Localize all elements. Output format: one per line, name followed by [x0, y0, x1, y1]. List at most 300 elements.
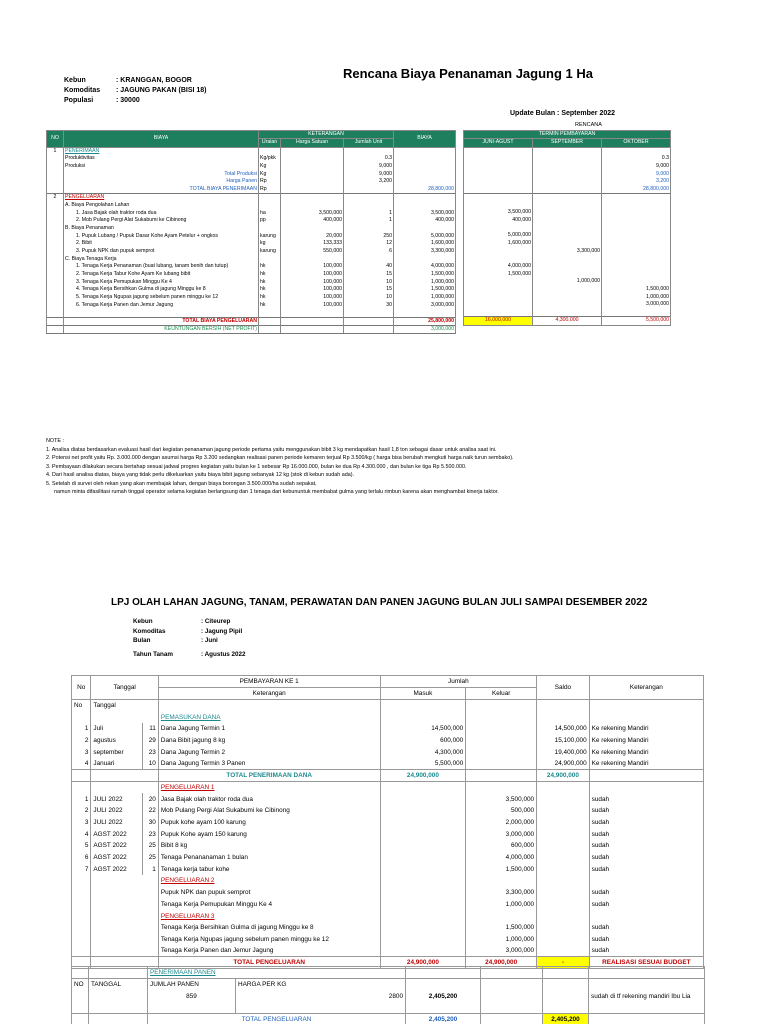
- total-termin-row: [464, 317, 671, 325]
- row-biaya: 1,500,000: [394, 271, 456, 279]
- pengeluaran-row: [72, 793, 704, 805]
- pengeluaran-row: [72, 887, 704, 899]
- row-desc: Produksi: [64, 163, 259, 171]
- cell: [537, 805, 590, 817]
- lpj-table: [71, 675, 704, 969]
- row-desc: 1. Tenaga Kerja Penanaman (buat lubang, tanam benih dan tutup): [64, 263, 259, 271]
- row-biaya: 3,300,000: [394, 248, 456, 256]
- cell: [91, 711, 158, 723]
- total-pengeluaran-saldo: -: [537, 957, 590, 969]
- pengeluaran3-label: PENGELUARAN 3: [158, 910, 380, 922]
- row-uraian: [259, 202, 281, 210]
- pemasukan-label: PEMASUKAN DANA: [158, 711, 380, 723]
- budget-row: [47, 271, 456, 279]
- h2-tanggal2: Tanggal: [91, 700, 158, 712]
- cell: [380, 899, 466, 911]
- termin-sept: [533, 209, 602, 217]
- cell: [589, 782, 703, 794]
- lpj-ket2: Ke rekening Mandiri: [589, 735, 703, 747]
- row-desc: 2. Bibit: [64, 240, 259, 248]
- budget-row: [47, 294, 456, 302]
- row-harga: 100,000: [281, 302, 344, 310]
- cell: [537, 945, 590, 957]
- termin-row: [464, 194, 671, 202]
- lpj-tgl: AGST 2022: [91, 863, 142, 875]
- lpj-keluar: 3,000,000: [466, 828, 537, 840]
- termin-sept: [533, 286, 602, 294]
- h2-pembayaran: PEMBAYARAN KE 1: [158, 676, 380, 688]
- row-biaya: 400,000: [394, 217, 456, 225]
- row-uraian: Rp: [259, 178, 281, 186]
- termin-okt: [602, 224, 671, 232]
- pengeluaran-row: [72, 805, 704, 817]
- row-harga: [281, 202, 344, 210]
- lpj-no: 2: [72, 805, 91, 817]
- termin-sept: 1,000,000: [533, 278, 602, 286]
- row-jumlah: 10: [344, 294, 394, 302]
- row-uraian: hk: [259, 279, 281, 287]
- komoditas-value: : JAGUNG PAKAN (BISI 18): [116, 87, 207, 94]
- termin-okt: [602, 194, 671, 202]
- lpj-tgl: AGST 2022: [91, 828, 142, 840]
- termin-okt: [602, 217, 671, 225]
- rencana-label: RENCANA: [575, 122, 602, 128]
- row-jumlah: 15: [344, 271, 394, 279]
- row-no: [47, 163, 64, 171]
- cell: [91, 887, 158, 899]
- cell: [380, 863, 466, 875]
- row-biaya: [394, 202, 456, 210]
- kebun2-label: Kebun: [133, 618, 153, 625]
- row-biaya: 28,800,000: [394, 186, 456, 194]
- cell: [380, 828, 466, 840]
- row-uraian: [259, 256, 281, 264]
- termin-juni: 5,000,000: [464, 232, 533, 240]
- lpj-saldo: 19,400,000: [537, 746, 590, 758]
- panen-no-hdr: NO: [72, 979, 89, 991]
- lpj-no: 5: [72, 840, 91, 852]
- row-biaya: [394, 178, 456, 186]
- row-uraian: hk: [259, 286, 281, 294]
- lpj-saldo: 14,500,000: [537, 723, 590, 735]
- row-desc: Total Produksi: [64, 171, 259, 179]
- kebun-value: : KRANGGAN, BOGOR: [116, 77, 192, 84]
- lpj-ket2: sudah: [589, 840, 703, 852]
- lpj-ket2: sudah: [589, 922, 703, 934]
- cell: [72, 922, 91, 934]
- tahun-value: : Agustus 2022: [201, 650, 246, 658]
- cell: [91, 910, 158, 922]
- row-desc: TOTAL BIAYA PENERIMAAN: [64, 186, 259, 194]
- lpj-day: 20: [142, 793, 158, 805]
- keuntungan-biaya: 3,000,000: [394, 326, 456, 334]
- termin-row: [464, 217, 671, 225]
- cell: [537, 910, 590, 922]
- cell: [380, 910, 466, 922]
- row-harga: [281, 256, 344, 264]
- lpj-tgl: Januari: [91, 758, 142, 770]
- total-penerimaan-label: TOTAL PENERIMAAN DANA: [158, 770, 380, 782]
- lpj-ket2: Ke rekening Mandiri: [589, 746, 703, 758]
- hdr-biaya2: BIAYA: [394, 131, 456, 148]
- row-uraian: [259, 194, 281, 202]
- lpj-tgl: agustus: [91, 735, 142, 747]
- cell: [380, 922, 466, 934]
- total-penerimaan-row: [72, 770, 704, 782]
- row-harga: 100,000: [281, 263, 344, 271]
- row-no: [47, 271, 64, 279]
- budget-row: [47, 256, 456, 264]
- lpj-tgl: Juli: [91, 723, 142, 735]
- row-jumlah: [344, 202, 394, 210]
- row-harga: [281, 186, 344, 194]
- budget-row: [47, 186, 456, 194]
- row-desc: 2. Mob Pulang Pergi Alat Sukabumi ke Cibinong: [64, 217, 259, 225]
- row-jumlah: [344, 147, 394, 155]
- termin-sept: [533, 147, 602, 155]
- termin-okt: [602, 255, 671, 263]
- panen-harga-value: 2800: [236, 990, 406, 1002]
- cell: [589, 770, 703, 782]
- cell: [466, 735, 537, 747]
- termin-sept: [533, 255, 602, 263]
- row-jumlah: 40: [344, 263, 394, 271]
- lpj-day: 25: [142, 852, 158, 864]
- cell: [466, 770, 537, 782]
- panen-table: [71, 966, 705, 1024]
- h2-masuk: Masuk: [380, 688, 466, 700]
- note-4: 4. Dari hasil analisa diatas, biaya yang tidak perlu dikeluarkan yaitu biaya bibit jagung sebanyak 12 kg (stok di kebun sudah ada).: [46, 472, 355, 478]
- cell: [91, 899, 158, 911]
- row-desc: 1. Pupuk Lubang / Pupuk Dasar Kohe Ayam Petelur + ongkos: [64, 233, 259, 241]
- row-jumlah: 30: [344, 302, 394, 310]
- hdr-jumlah: Jumlah Unit: [344, 139, 394, 147]
- lpj-ket2: sudah: [589, 945, 703, 957]
- cell: [589, 875, 703, 887]
- row-desc: 2. Tenaga Kerja Tabur Kohe Ayam Ke lubang bibit: [64, 271, 259, 279]
- lpj-tgl: JULI 2022: [91, 805, 142, 817]
- cell: [72, 770, 91, 782]
- row-harga: [281, 225, 344, 233]
- row-jumlah: 0.3: [344, 155, 394, 163]
- termin-sept: [533, 194, 602, 202]
- cell: [72, 711, 91, 723]
- budget-row: [47, 178, 456, 186]
- total-pengeluaran2-masuk: 2,405,200: [406, 1014, 481, 1024]
- termin-sept: [533, 271, 602, 279]
- row-uraian: karung: [259, 233, 281, 241]
- pemasukan-row: [72, 723, 704, 735]
- budget-row: [47, 147, 456, 155]
- termin-okt: 3,200: [602, 178, 671, 186]
- total-pengeluaran-masuk: 24,900,000: [380, 957, 466, 969]
- termin-juni: [464, 194, 533, 202]
- termin-sept: [533, 155, 602, 163]
- populasi-value: : 30000: [116, 97, 140, 104]
- notes-title: NOTE :: [46, 438, 64, 444]
- termin-okt: 9,000: [602, 163, 671, 171]
- cell: [537, 852, 590, 864]
- hdr-biaya: BIAYA: [64, 131, 259, 148]
- termin-row: [464, 271, 671, 279]
- pemasukan-row: [72, 746, 704, 758]
- termin-juni: 1,500,000: [464, 271, 533, 279]
- row-uraian: karung: [259, 248, 281, 256]
- row-harga: 133,333: [281, 240, 344, 248]
- lpj-no: 3: [72, 817, 91, 829]
- termin-sept: [533, 224, 602, 232]
- budget-row: [47, 233, 456, 241]
- h2-no2: No: [72, 700, 91, 712]
- lpj-keluar: 3,500,000: [466, 793, 537, 805]
- termin-row: [464, 163, 671, 171]
- lpj-ket2: sudah: [589, 852, 703, 864]
- row-biaya: 3,000,000: [394, 302, 456, 310]
- total-penerimaan-masuk: 24,900,000: [380, 770, 466, 782]
- hdr-harga: Harga Satuan: [281, 139, 344, 147]
- cell: [589, 910, 703, 922]
- row-desc: C. Biaya Tenaga Kerja: [64, 256, 259, 264]
- pemasukan-header-row: [72, 711, 704, 723]
- doc2-meta: [133, 617, 246, 659]
- termin-row: [464, 170, 671, 178]
- termin-table: [463, 130, 671, 326]
- termin-row: [464, 263, 671, 271]
- note-1: 1. Analisa diatas berdasarkan evaluasi hasil dari kegiatan penanaman jagung periode pertama yaitu menggunakan bibit 3 kg mendapatkan hasil 1,8 ton sebagai dasar untuk analisa saat ini.: [46, 446, 497, 453]
- termin-row: [464, 178, 671, 186]
- termin-sept: [533, 170, 602, 178]
- note-2: 2. Potensi net profit yaitu Rp. 3.000.000 dengan asumsi harga Rp 3.200 sedangkan realisasi panen periode kemaren terjual Rp 3.500/kg ( harga bisa berubah mengkuti harga naik turun sembako).: [46, 455, 514, 461]
- row-jumlah: 1: [344, 209, 394, 217]
- doc1-meta: [64, 76, 207, 106]
- lpj-keluar: 1,500,000: [466, 922, 537, 934]
- total-pengeluaran2-saldo: 2,405,200: [543, 1014, 589, 1024]
- lpj-ket2: Ke rekening Mandiri: [589, 723, 703, 735]
- termin-juni: [464, 301, 533, 309]
- row-harga: 100,000: [281, 271, 344, 279]
- pemasukan-row: [72, 758, 704, 770]
- tahun-label: Tahun Tanam: [133, 650, 173, 658]
- total-penerimaan-saldo: 24,900,000: [537, 770, 590, 782]
- hdr-juni: JUNI-AGUST: [464, 139, 533, 147]
- row-no: [47, 202, 64, 210]
- termin-row: [464, 155, 671, 163]
- row-jumlah: [344, 256, 394, 264]
- komoditas2-label: Komoditas: [133, 627, 166, 635]
- lpj-no: 4: [72, 758, 91, 770]
- lpj-no: 6: [72, 852, 91, 864]
- lpj-day: 10: [142, 758, 158, 770]
- lpj-ket: Bibit 8 kg: [158, 840, 380, 852]
- cell: [91, 945, 158, 957]
- row-uraian: Kg: [259, 163, 281, 171]
- row-jumlah: 3,200: [344, 178, 394, 186]
- row-jumlah: [344, 225, 394, 233]
- total-pengeluaran-biaya: 25,800,000: [394, 317, 456, 325]
- cell: [380, 852, 466, 864]
- pengeluaran1-label: PENGELUARAN 1: [158, 782, 380, 794]
- lpj-ket: Tenaga Kerja Pemupukan Minggu Ke 4: [158, 899, 380, 911]
- total-pengeluaran-label: TOTAL PENGELUARAN: [158, 957, 380, 969]
- kebun-label: Kebun: [64, 77, 86, 84]
- lpj-saldo: 24,900,000: [537, 758, 590, 770]
- lpj-ket2: sudah: [589, 828, 703, 840]
- termin-juni: [464, 201, 533, 209]
- lpj-tgl: AGST 2022: [91, 840, 142, 852]
- pengeluaran-row: [72, 863, 704, 875]
- panen-jumlah-hdr: JUMLAH PANEN: [148, 979, 236, 991]
- termin-juni: [464, 163, 533, 171]
- pengeluaran2-label: PENGELUARAN 2: [158, 875, 380, 887]
- termin-juni: 4,000,000: [464, 263, 533, 271]
- cell: [72, 945, 91, 957]
- cell: [72, 899, 91, 911]
- cell: [537, 840, 590, 852]
- lpj-masuk: 5,500,000: [380, 758, 466, 770]
- row-biaya: 3,500,000: [394, 209, 456, 217]
- pengeluaran-row: [72, 945, 704, 957]
- bulan-value: : Juni: [201, 637, 218, 644]
- blank-cell: [344, 317, 394, 325]
- lpj-masuk: 14,500,000: [380, 723, 466, 735]
- termin-juni: 3,500,000: [464, 209, 533, 217]
- blank-cell: [259, 326, 281, 334]
- cell: [466, 910, 537, 922]
- lpj-no: 7: [72, 863, 91, 875]
- row-harga: 100,000: [281, 294, 344, 302]
- termin-okt: [602, 147, 671, 155]
- termin-okt: [602, 201, 671, 209]
- budget-row: [47, 248, 456, 256]
- row-uraian: hk: [259, 302, 281, 310]
- cell: [72, 910, 91, 922]
- termin-row: [464, 294, 671, 302]
- row-uraian: [259, 147, 281, 155]
- row-desc: 5. Tenaga Kerja Ngupas jagung sebelum panen minggu ke 12: [64, 294, 259, 302]
- cell: [72, 782, 91, 794]
- blank-cell: [464, 309, 533, 317]
- cell: [380, 793, 466, 805]
- row-no: [47, 186, 64, 194]
- total-pengeluaran-keluar: 24,900,000: [466, 957, 537, 969]
- row-uraian: hk: [259, 263, 281, 271]
- termin-juni: 400,000: [464, 217, 533, 225]
- row-harga: [281, 155, 344, 163]
- row-desc: 3. Pupuk NPK dan pupuk semprot: [64, 248, 259, 256]
- termin-okt: 1,500,000: [602, 286, 671, 294]
- termin-juni: [464, 278, 533, 286]
- termin-okt: [602, 247, 671, 255]
- budget-row: [47, 217, 456, 225]
- termin-juni: 1,600,000: [464, 240, 533, 248]
- termin-juni: [464, 247, 533, 255]
- termin-juni: [464, 170, 533, 178]
- lpj-ket: Tenaga kerja tabur kohe: [158, 863, 380, 875]
- termin-okt: [602, 278, 671, 286]
- budget-row: [47, 240, 456, 248]
- budget-row: [47, 202, 456, 210]
- termin-sept: [533, 163, 602, 171]
- row-desc: 1. Jasa Bajak olah traktor roda dua: [64, 209, 259, 217]
- lpj-no: 4: [72, 828, 91, 840]
- row-no: [47, 209, 64, 217]
- termin-juni: [464, 286, 533, 294]
- cell: [537, 817, 590, 829]
- hdr-okt: OKTOBER: [602, 139, 671, 147]
- row-desc: Harga Panen: [64, 178, 259, 186]
- termin-row: [464, 278, 671, 286]
- lpj-tgl: JULI 2022: [91, 793, 142, 805]
- termin-row: [464, 147, 671, 155]
- blank-cell: [344, 309, 394, 317]
- cell: [380, 875, 466, 887]
- row-biaya: 4,000,000: [394, 263, 456, 271]
- blank-cell: [64, 309, 259, 317]
- total-pengeluaran-label: TOTAL BIAYA PENGELUARAN: [64, 317, 259, 325]
- hdr-sept: SEPTEMBER: [533, 139, 602, 147]
- termin-okt: [602, 263, 671, 271]
- lpj-saldo: 15,100,000: [537, 735, 590, 747]
- blank-cell: [259, 309, 281, 317]
- lpj-ket: Mob Pulang Pergi Alat Sukabumi ke Cibinong: [158, 805, 380, 817]
- row-desc: PENERIMAAN: [64, 147, 259, 155]
- cell: [537, 899, 590, 911]
- row-biaya: 1,500,000: [394, 286, 456, 294]
- termin-row: [464, 286, 671, 294]
- termin-sept: [533, 301, 602, 309]
- row-jumlah: [344, 186, 394, 194]
- blank-cell: [533, 309, 602, 317]
- row-biaya: [394, 155, 456, 163]
- lpj-ket2: sudah: [589, 887, 703, 899]
- lpj-tgl: september: [91, 746, 142, 758]
- lpj-ket2: sudah: [589, 934, 703, 946]
- panen-tanggal-hdr: TANGGAL: [89, 979, 148, 991]
- row-biaya: [394, 194, 456, 202]
- termin-row: [464, 224, 671, 232]
- lpj-day: 1: [142, 863, 158, 875]
- row-no: [47, 233, 64, 241]
- termin-juni: [464, 186, 533, 194]
- cell: [91, 922, 158, 934]
- row-desc: Produktivitas: [64, 155, 259, 163]
- lpj-tgl: AGST 2022: [91, 852, 142, 864]
- row-no: [47, 248, 64, 256]
- lpj-day: 11: [142, 723, 158, 735]
- row-no: 2: [47, 194, 64, 202]
- lpj-ket: Tenaga Kerja Panen dan Jemur Jagung: [158, 945, 380, 957]
- termin-row: [464, 301, 671, 309]
- row-biaya: [394, 147, 456, 155]
- lpj-day: 23: [142, 828, 158, 840]
- total-okt: 5,500,000: [602, 317, 671, 325]
- row-uraian: hk: [259, 271, 281, 279]
- row-no: [47, 263, 64, 271]
- budget-row: [47, 171, 456, 179]
- budget-row: [47, 263, 456, 271]
- hdr-keterangan: KETERANGAN: [259, 131, 394, 139]
- lpj-day: 23: [142, 746, 158, 758]
- lpj-ket2: sudah: [589, 805, 703, 817]
- row-desc: 3. Tenaga Kerja Pemupukan Minggu Ke 4: [64, 279, 259, 287]
- doc1-title: Rencana Biaya Penanaman Jagung 1 Ha: [343, 66, 593, 81]
- row-biaya: 1,600,000: [394, 240, 456, 248]
- termin-okt: 3,000,000: [602, 301, 671, 309]
- row-no: [47, 225, 64, 233]
- lpj-ket: Tenaga Kerja Bersihkan Gulma di jagung Minggu ke 8: [158, 922, 380, 934]
- lpj-keluar: 500,000: [466, 805, 537, 817]
- komoditas2-value: : Jagung Pipil: [201, 627, 243, 635]
